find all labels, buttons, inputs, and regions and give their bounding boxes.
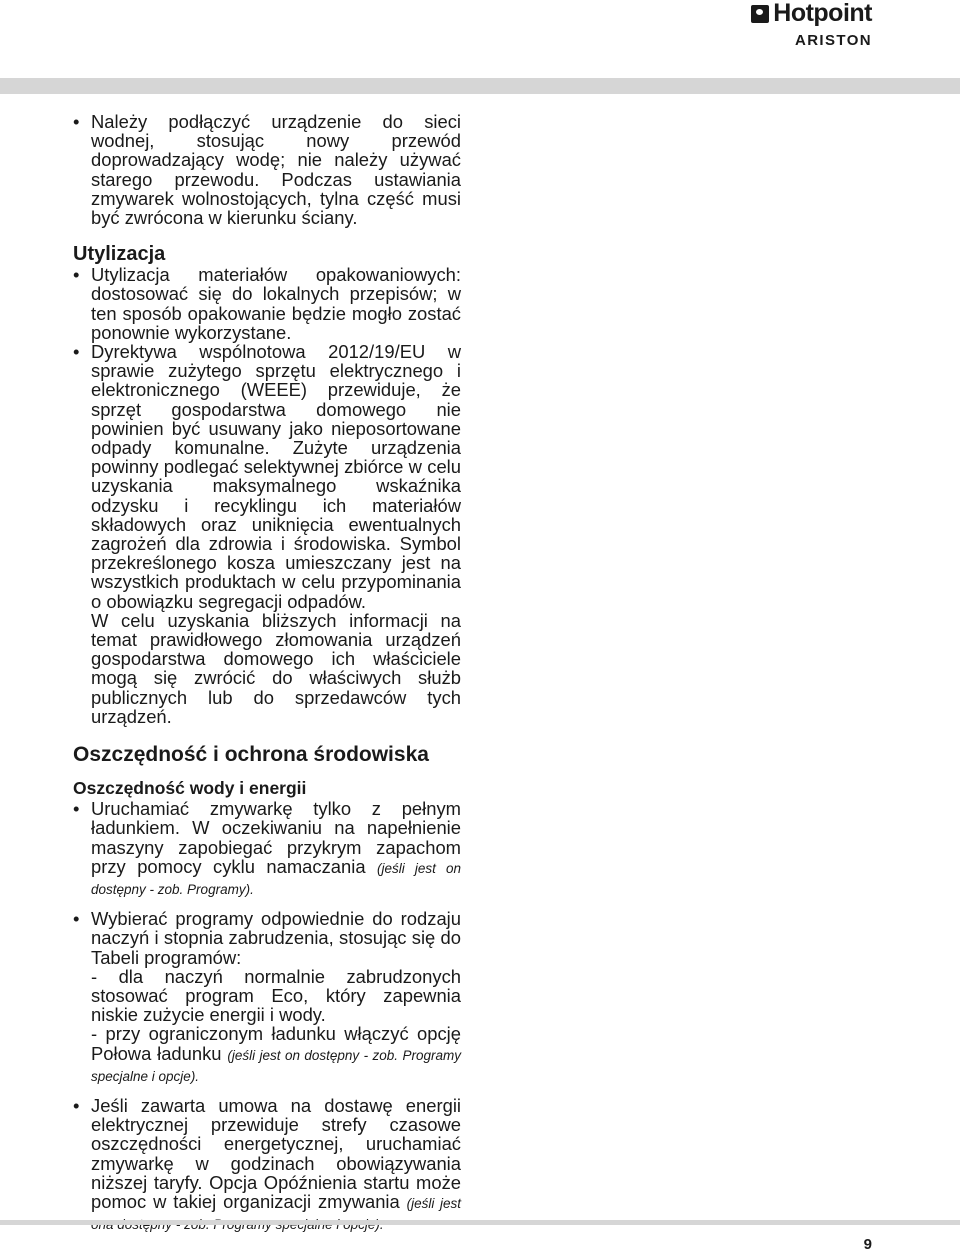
half-load-text: - przy ograniczonym ładunku włączyć opcję Połowa ładunku [91, 1023, 461, 1064]
header-divider [0, 78, 960, 94]
savings-item-programs [73, 909, 461, 1086]
programs-line-eco: - dla naczyń normalnie zabrudzonych stosować program Eco, który zapewnia niskie zużycie energii i wody. [91, 965, 461, 1026]
savings-heading: Oszczędność i ochrona środowiska [73, 743, 429, 767]
weee-text: Dyrektywa wspólnotowa 2012/19/EU w sprawie zużytego sprzętu elektrycznego i elektronicznego (WEEE) przewiduje, że sprzęt gospodarstwa domowego nie powinien być usuwany jako nieposortowane odpady komunalne. Zużyte urządzenia powinny podlegać selektywnej zbiórce w celu uzyskania maksymalnego wskaźnika odzysku i recyklingu ich materiałów składowych oraz uniknięcia ewentualnych zagrożeń dla zdrowia i środowiska. Symbol przekreślonego kosza umieszczany jest na wszystkich produktach w celu przypominania o obowiązku segregacji odpadów. [91, 341, 461, 612]
savings-item-full-load [73, 799, 461, 899]
brand-mark-icon [751, 5, 769, 23]
weee-text-continued: W celu uzyskania bliższych informacji na temat prawidłowego złomowania urządzeń gospodarstwa domowego ich właściciele mogą się zwrócić do właściwych służb publicznych lub do sprzedawców tych urządzeń. [91, 609, 461, 727]
programs-line-half-load [91, 1024, 461, 1086]
programs-text: • Wybierać programy odpowiednie do rodzaju naczyń i stopnia zabrudzenia, stosując się do Tabeli programów: [91, 908, 461, 968]
brand-name: Hotpoint [773, 0, 872, 27]
disposal-item-weee [73, 342, 461, 726]
intro-list-item: • Należy podłączyć urządzenie do sieci wodnej, stosując nowy przewód doprowadzający wodę; nie należy używać starego przewodu. Podczas ustawiania zmywarek wolnostojących, tylna część musi być zwrócona w kierunku ściany. [73, 112, 461, 227]
page-number: 9 [863, 1236, 872, 1253]
half-load-note: (jeśli jest on dostępny - zob. Programy specjalne i opcje). [91, 1047, 461, 1084]
disposal-heading: Utylizacja [73, 243, 166, 266]
tariff-text: Jeśli zawarta umowa na dostawę energii elektrycznej przewiduje strefy czasowe oszczędności energetycznej, uruchamiać zmywarkę w godzinach obowiązywania niższej taryfy. Opcja Opóźnienia startu może pomoc w takiej organizacji zmywania [91, 1094, 461, 1212]
hotpoint-ariston-logo [750, 0, 872, 49]
logo-top-row [750, 0, 872, 26]
disposal-item-packaging: • Utylizacja materiałów opakowaniowych: dostosować się do lokalnych przepisów; w ten sposób opakowanie będzie mogło zostać ponownie wykorzystane. [73, 265, 461, 342]
savings-subheading: Oszczędność wody i energii [73, 778, 307, 799]
full-load-note: (jeśli jest on dostępny - zob. Programy). [91, 860, 461, 897]
footer-divider [0, 1220, 960, 1225]
savings-item-tariff [73, 1096, 461, 1234]
tariff-note: (jeśli jest [406, 1195, 461, 1211]
brand-sub: ARISTON [794, 32, 872, 49]
main-content [73, 112, 461, 1234]
full-load-text: Uruchamiać zmywarkę tylko z pełnym ładunkiem. W oczekiwaniu na napełnienie maszyny zapobiegać przykrym zapachom przy pomocy cyklu namaczania [91, 798, 461, 877]
